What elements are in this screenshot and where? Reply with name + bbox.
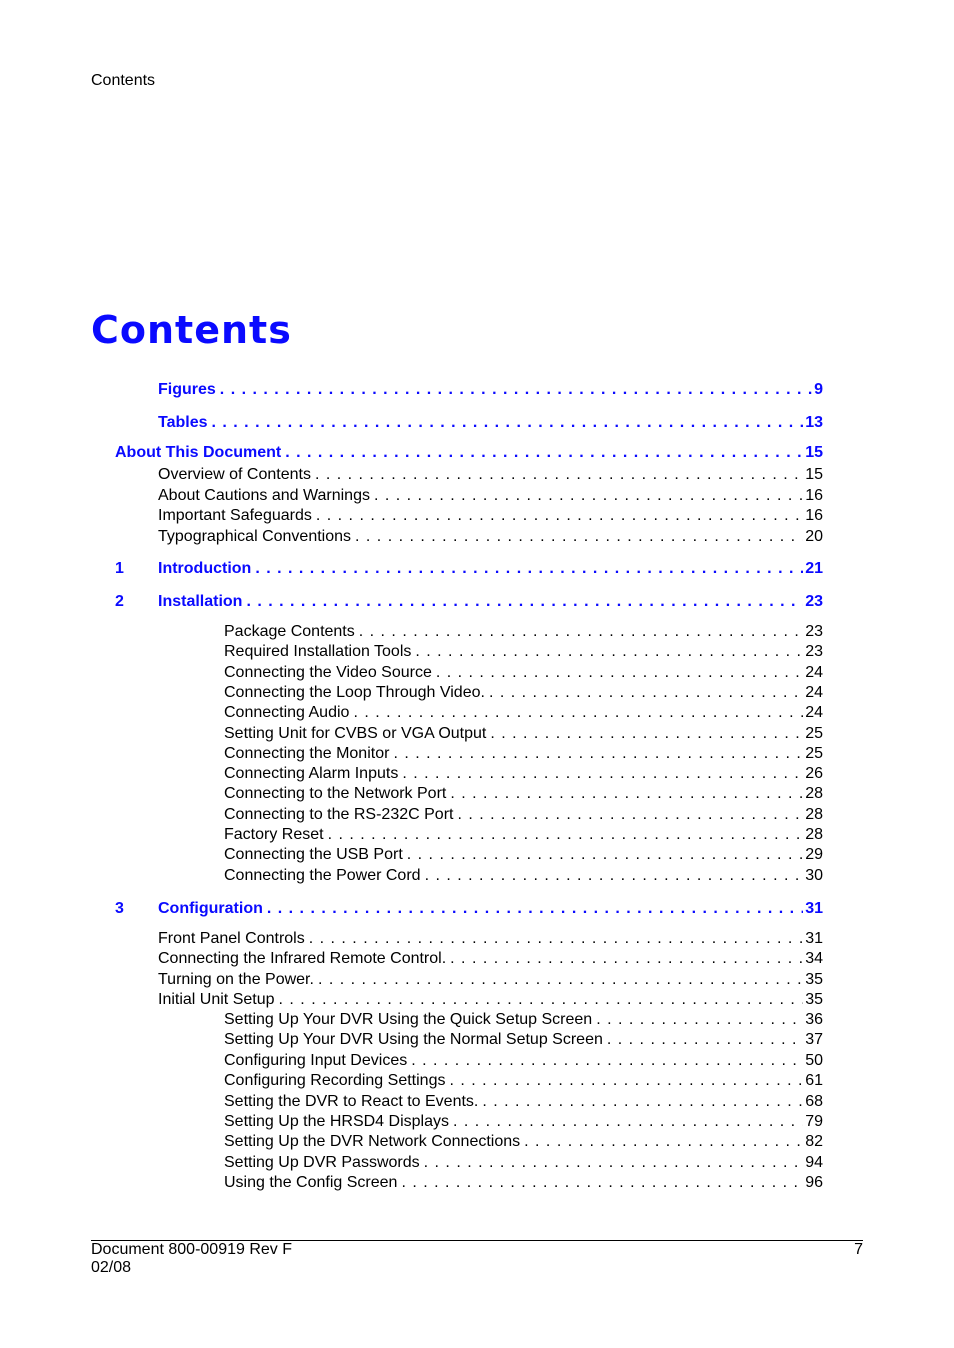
toc-page-number: 31 bbox=[805, 930, 823, 947]
toc-entry-label: Connecting the Monitor bbox=[224, 744, 390, 762]
toc-entry-label: Configuration bbox=[158, 900, 263, 917]
toc-leader-dots bbox=[449, 1112, 803, 1132]
toc-entry bbox=[224, 784, 823, 804]
toc-entry-label: Connecting to the RS-232C Port bbox=[224, 805, 454, 823]
toc-leader-dots bbox=[355, 622, 803, 642]
toc-page-number: 23 bbox=[805, 623, 823, 640]
toc-leader-dots bbox=[420, 1153, 804, 1173]
toc-leader-dots bbox=[397, 1173, 803, 1193]
toc-entry-label: Configuring Recording Settings bbox=[224, 1072, 446, 1090]
toc-page-number: 35 bbox=[805, 970, 823, 988]
toc-page-number: 15 bbox=[805, 466, 823, 483]
running-head: Contents bbox=[91, 72, 156, 89]
toc-entry-label: Factory Reset bbox=[224, 826, 324, 843]
toc-link[interactable] bbox=[158, 380, 823, 400]
toc-page-number: 96 bbox=[805, 1174, 823, 1192]
toc-entry bbox=[224, 1051, 823, 1071]
toc-page-number: 35 bbox=[805, 991, 823, 1009]
toc-page-number: 61 bbox=[805, 1072, 823, 1090]
toc-link[interactable] bbox=[158, 592, 823, 612]
toc-leader-dots bbox=[485, 683, 803, 703]
toc-page-number: 24 bbox=[805, 663, 823, 681]
toc-page-number: 23 bbox=[805, 643, 823, 661]
toc-entry bbox=[224, 1071, 823, 1091]
toc-page-number: 68 bbox=[805, 1092, 823, 1110]
toc-leader-dots bbox=[592, 1010, 803, 1030]
toc-entry-label: Connecting the Infrared Remote Control. bbox=[158, 950, 447, 968]
toc-page-number: 24 bbox=[805, 704, 823, 722]
toc-page-number: 94 bbox=[805, 1153, 823, 1171]
toc-leader-dots bbox=[421, 866, 804, 886]
toc-entry bbox=[224, 1010, 823, 1030]
toc-entry bbox=[224, 1173, 823, 1193]
toc-link[interactable] bbox=[158, 899, 823, 919]
toc-entry bbox=[224, 642, 823, 662]
toc-page-number: 25 bbox=[805, 724, 823, 742]
toc-entry-label: Introduction bbox=[158, 560, 252, 577]
toc-page-number: 37 bbox=[805, 1031, 823, 1049]
toc-leader-dots bbox=[349, 703, 803, 723]
toc-chapter-number: 3 bbox=[115, 900, 124, 917]
toc-entry-label: Setting Unit for CVBS or VGA Output bbox=[224, 724, 487, 742]
toc-leader-dots bbox=[432, 663, 803, 683]
toc-entry-label: Setting Up Your DVR Using the Quick Setup Screen bbox=[224, 1011, 593, 1028]
toc-entry-label: Using the Config Screen bbox=[224, 1174, 398, 1192]
toc-leader-dots bbox=[351, 527, 803, 547]
toc-entry bbox=[158, 929, 823, 949]
toc-page-number: 24 bbox=[805, 683, 823, 701]
toc-link[interactable] bbox=[158, 413, 823, 433]
toc-leader-dots bbox=[486, 724, 803, 744]
toc-page-number: 23 bbox=[805, 593, 823, 610]
toc-leader-dots bbox=[370, 486, 803, 506]
toc-entry bbox=[224, 825, 823, 845]
toc-leader-dots bbox=[251, 559, 803, 579]
toc-entry-label: Setting Up the DVR Network Connections bbox=[224, 1133, 521, 1151]
toc-leader-dots bbox=[242, 592, 803, 612]
toc-leader-dots bbox=[398, 764, 803, 784]
page-title: Contents bbox=[91, 308, 292, 352]
toc-leader-dots bbox=[263, 899, 803, 919]
toc-leader-dots bbox=[312, 506, 803, 526]
toc-leader-dots bbox=[446, 784, 803, 804]
footer-date: 02/08 bbox=[91, 1259, 132, 1276]
toc-page-number: 16 bbox=[805, 486, 823, 504]
toc-leader-dots bbox=[314, 970, 803, 990]
toc-entry bbox=[158, 990, 823, 1010]
toc-entry bbox=[158, 970, 823, 990]
toc-entry-label: Typographical Conventions bbox=[158, 527, 352, 545]
toc-entry-label: Setting Up Your DVR Using the Normal Setup Screen bbox=[224, 1031, 603, 1049]
toc-page-number: 34 bbox=[805, 950, 823, 968]
toc-entry bbox=[224, 1030, 823, 1050]
toc-entry-label: Setting the DVR to React to Events. bbox=[224, 1092, 479, 1110]
toc-entry bbox=[224, 764, 823, 784]
toc-entry bbox=[224, 866, 823, 886]
toc-page-number: 25 bbox=[805, 744, 823, 762]
toc-leader-dots bbox=[305, 929, 803, 949]
toc-entry bbox=[224, 805, 823, 825]
toc-leader-dots bbox=[411, 642, 803, 662]
toc-entry bbox=[224, 1132, 823, 1152]
toc-page-number: 31 bbox=[805, 900, 823, 917]
toc-entry-label: Connecting the USB Port bbox=[224, 846, 403, 864]
toc-leader-dots bbox=[407, 1051, 803, 1071]
toc-entry bbox=[224, 724, 823, 744]
toc-entry-label: Connecting Alarm Inputs bbox=[224, 765, 399, 783]
toc-entry-label: Configuring Input Devices bbox=[224, 1051, 408, 1069]
toc-page-number: 15 bbox=[805, 444, 823, 461]
toc-page-number: 36 bbox=[805, 1011, 823, 1028]
footer-document-number: Document 800-00919 Rev F bbox=[91, 1241, 292, 1258]
toc-leader-dots bbox=[208, 413, 804, 433]
toc-entry-label: About Cautions and Warnings bbox=[158, 486, 370, 504]
toc-page-number: 28 bbox=[805, 805, 823, 823]
toc-leader-dots bbox=[520, 1132, 803, 1152]
toc-entry bbox=[158, 465, 823, 485]
toc-leader-dots bbox=[216, 380, 812, 400]
toc-leader-dots bbox=[445, 1071, 803, 1091]
toc-entry-label: Required Installation Tools bbox=[224, 643, 412, 661]
toc-entry bbox=[158, 949, 823, 969]
toc-entry bbox=[158, 486, 823, 506]
toc-entry bbox=[224, 622, 823, 642]
toc-entry bbox=[158, 527, 823, 547]
toc-chapter-number: 1 bbox=[115, 560, 124, 577]
toc-entry-label: About This Document bbox=[115, 444, 282, 461]
toc-leader-dots bbox=[478, 1092, 803, 1112]
toc-leader-dots bbox=[311, 465, 803, 485]
toc-leader-dots bbox=[275, 990, 804, 1010]
toc-entry-label: Overview of Contents bbox=[158, 466, 311, 483]
toc-leader-dots bbox=[453, 805, 803, 825]
toc-entry-label: Connecting to the Network Port bbox=[224, 785, 447, 803]
toc-entry-label: Turning on the Power. bbox=[158, 970, 314, 988]
toc-page-number: 20 bbox=[805, 527, 823, 545]
toc-entry-label: Connecting the Power Cord bbox=[224, 866, 421, 884]
toc-page-number: 79 bbox=[805, 1113, 823, 1130]
toc-entry bbox=[224, 683, 823, 703]
toc-entry-label: Tables bbox=[158, 414, 208, 431]
toc-page-number: 50 bbox=[805, 1051, 823, 1069]
toc-leader-dots bbox=[403, 845, 803, 865]
toc-entry-label: Installation bbox=[158, 593, 243, 610]
toc-leader-dots bbox=[281, 443, 803, 463]
toc-link[interactable] bbox=[115, 443, 823, 463]
toc-entry-label: Important Safeguards bbox=[158, 507, 312, 524]
toc-entry-label: Connecting the Video Source bbox=[224, 663, 432, 681]
toc-page-number: 30 bbox=[805, 866, 823, 884]
toc-entry-label: Connecting the Loop Through Video. bbox=[224, 683, 485, 701]
toc-page-number: 82 bbox=[805, 1133, 823, 1151]
toc-page-number: 9 bbox=[814, 381, 823, 398]
toc-entry-label: Package Contents bbox=[224, 623, 355, 640]
toc-page-number: 21 bbox=[805, 560, 823, 577]
toc-leader-dots bbox=[324, 825, 804, 845]
toc-entry bbox=[224, 744, 823, 764]
toc-page-number: 13 bbox=[805, 414, 823, 431]
toc-entry-label: Figures bbox=[158, 381, 216, 398]
toc-page-number: 26 bbox=[805, 765, 823, 783]
toc-entry bbox=[224, 663, 823, 683]
toc-entry bbox=[224, 845, 823, 865]
toc-entry bbox=[224, 703, 823, 723]
toc-leader-dots bbox=[603, 1030, 803, 1050]
toc-entry-label: Connecting Audio bbox=[224, 704, 350, 722]
toc-page-number: 16 bbox=[805, 507, 823, 524]
toc-link[interactable] bbox=[158, 559, 823, 579]
toc-page-number: 28 bbox=[805, 785, 823, 803]
toc-entry bbox=[224, 1112, 823, 1132]
toc-chapter-number: 2 bbox=[115, 593, 124, 610]
toc-entry-label: Setting Up DVR Passwords bbox=[224, 1153, 420, 1171]
toc-page-number: 28 bbox=[805, 826, 823, 843]
toc-entry-label: Front Panel Controls bbox=[158, 930, 305, 947]
toc-page-number: 29 bbox=[805, 846, 823, 864]
toc-leader-dots bbox=[446, 949, 803, 969]
toc-entry-label: Initial Unit Setup bbox=[158, 991, 275, 1009]
toc-entry bbox=[224, 1153, 823, 1173]
toc-leader-dots bbox=[389, 744, 803, 764]
toc-entry-label: Setting Up the HRSD4 Displays bbox=[224, 1113, 449, 1130]
toc-entry bbox=[224, 1092, 823, 1112]
toc-entry bbox=[158, 506, 823, 526]
footer-page-number: 7 bbox=[854, 1241, 863, 1258]
